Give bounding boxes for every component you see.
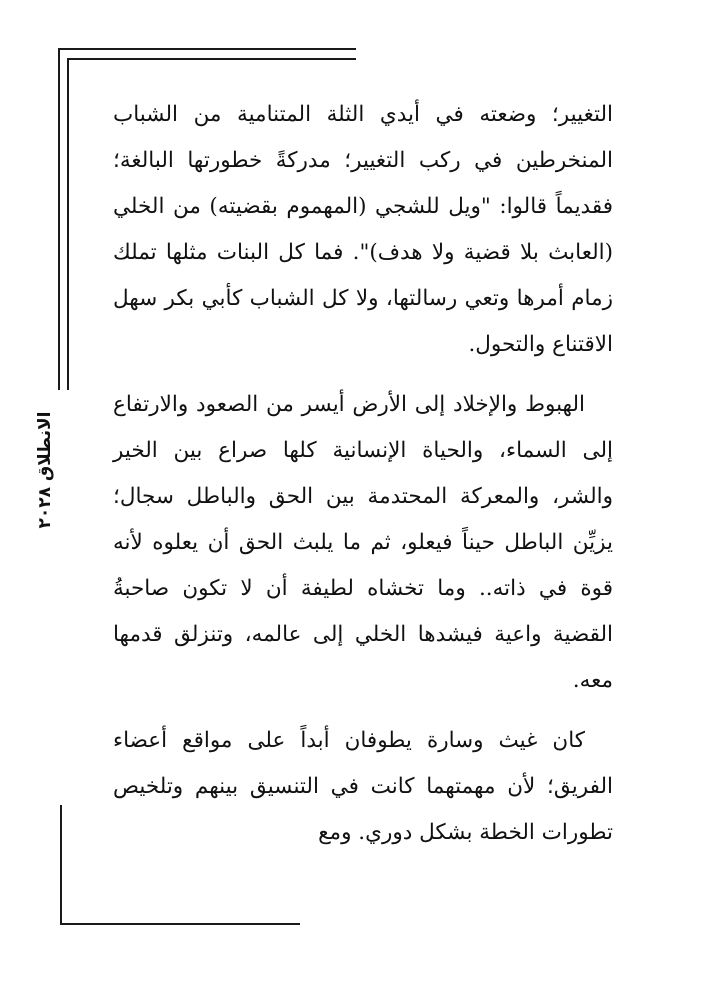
paragraph-2: الهبوط والإخلاد إلى الأرض أيسر من الصعود والارتفاع إلى السماء، والحياة الإنسانية كلها صراع بين الخير والشر، والمعركة المحتدمة بين الحق والباطل سجال؛ يزيِّن الباطل حيناً فيعلو، ثم ما يلبث الحق أن يعلوه لأنه قوة في ذاته.. وما تخشاه لطيفة أن لا تكون صاحبةُ القضية واعية فيشدها الخلي إلى عالمه، وتنزلق قدمها معه. <box>113 392 613 693</box>
frame-top-outer-line <box>58 48 356 50</box>
running-header-text: الانطلاق ٢٠٢٨ <box>35 411 55 529</box>
paragraph-1: التغيير؛ وضعته في أيدي الثلة المتنامية من الشباب المنخرطين في ركب التغيير؛ مدركةً خطورتها البالغة؛ فقديماً قالوا: "ويل للشجي (المهموم بقضيته) من الخلي (العابث بلا قضية ولا هدف)". فما كل البنات مثلها تملك زمام أمرها وتعي رسالتها، ولا كل الشباب كأبي بكر سهل الاقتناع والتحول. <box>113 102 613 357</box>
frame-left-inner-line <box>67 58 69 390</box>
frame-left-outer-line <box>58 48 60 390</box>
frame-bottom-line <box>60 923 300 925</box>
frame-top-inner-line <box>67 58 356 60</box>
paragraph-3: كان غيث وسارة يطوفان أبداً على مواقع أعضاء الفريق؛ لأن مهمتهما كانت في التنسيق بينهم وتلخيص تطورات الخطة بشكل دوري. ومع <box>113 728 613 845</box>
page-body <box>113 92 613 856</box>
frame-bottom-left-line <box>60 805 62 925</box>
